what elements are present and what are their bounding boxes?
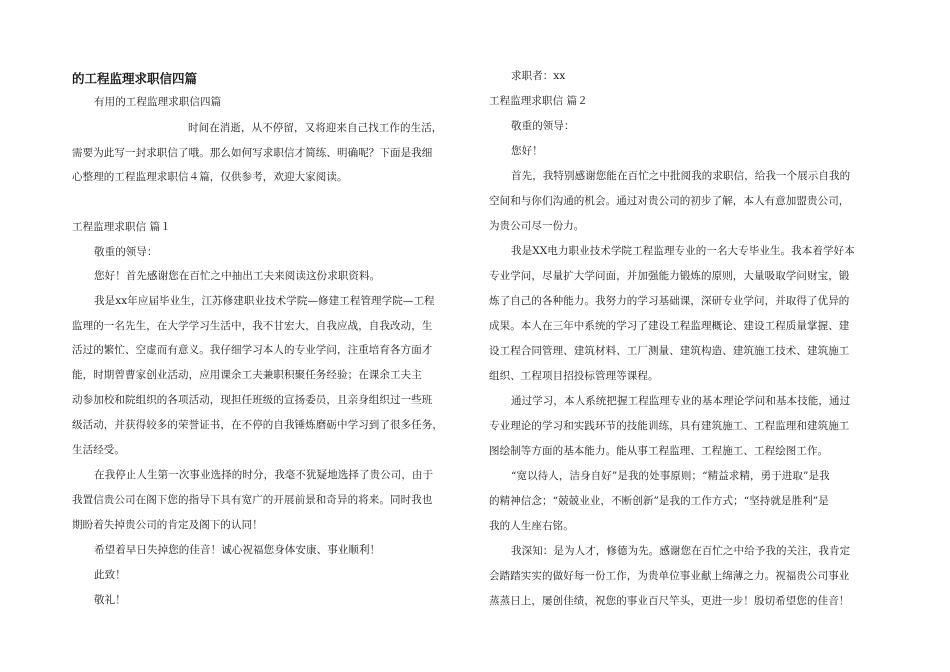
- right-text-line: 图绘制等方面的基本能力。能从事工程监理、工程施工、工程绘图工作。: [489, 445, 829, 457]
- left-text-line: 级活动，并获得较多的荣誉证书，在不停的自我锤炼磨砺中学习到了很多任务，: [72, 419, 443, 431]
- left-text-line: 能，时期曾曹家创业活动，应用课余工夫兼职积聚任务经验；在课余工夫主: [72, 369, 422, 381]
- right-text-line: 我深知：是为人才，修德为先。感谢您在百忙之中给予我的关注，我肯定: [511, 545, 851, 557]
- right-text-line: 空间和与你们沟通的机会。通过对贵公司的初步了解，本人有意加盟贵公司，: [489, 195, 850, 207]
- right-text-line: 我的人生座右铭。: [489, 520, 574, 532]
- left-text-line: 有用的工程监理求职信四篇: [94, 96, 222, 108]
- right-text-line: 会踏踏实实的做好每一份工作，为贵单位事业献上绵薄之力。祝福贵公司事业: [489, 570, 850, 582]
- right-text-line: 专业理论的学习和实践环节的技能训练，具有建筑施工、工程监理和建筑施工: [489, 420, 850, 432]
- right-text-line: 通过学习，本人系统把握工程监理专业的基本理论学问和基本技能，通过: [511, 395, 851, 407]
- left-text-line: 我置信贵公司在阁下您的指导下具有宽广的开展前景和奇异的将来。同时我也: [72, 494, 433, 506]
- document-title: 的工程监理求职信四篇: [72, 71, 198, 86]
- right-text-line: 敬重的领导：: [511, 120, 575, 132]
- left-text-line: 敬重的领导：: [94, 246, 158, 258]
- left-text-line: 在我停止人生第一次事业选择的时分，我毫不犹疑地选择了贵公司，由于: [94, 469, 434, 481]
- right-text-line: “宽以待人，洁身自好”是我的处事原则；“精益求精，勇于进取”是我: [511, 470, 830, 482]
- left-text-line: 期盼着失掉贵公司的肯定及阁下的认同！: [72, 519, 263, 531]
- right-text-line: 炼了自己的各种能力。我努力的学习基础课，深研专业学问，并取得了优异的: [489, 295, 850, 307]
- left-text-line: 希望着早日失掉您的佳音！诚心祝福您身体安康、事业顺利！: [94, 544, 381, 556]
- right-text-line: 首先，我特别感谢您能在百忙之中批阅我的求职信，给我一个展示自我的: [511, 170, 851, 182]
- left-text-line: 生活经受。: [72, 444, 125, 456]
- right-text-line: 组织、工程项目招投标管理等课程。: [489, 370, 659, 382]
- right-text-line: 设工程合同管理、建筑材料、工厂测量、建筑构造、建筑施工技术、建筑施工: [489, 345, 850, 357]
- right-text-line: 成果。本人在三年中系统的学习了建设工程监理概论、建设工程质量掌握、建: [489, 320, 850, 332]
- right-text-line: 求职者：xx: [511, 70, 566, 82]
- left-text-line: 时间在消逝，从不停留，又将迎来自己找工作的生活，: [188, 122, 443, 134]
- left-text-line: 心整理的工程监理求职信４篇，仅供参考，欢迎大家阅读。: [72, 171, 348, 183]
- left-text-line: 敬礼！: [94, 594, 126, 606]
- right-text-line: 的精神信念；“兢兢业业，不断创新”是我的工作方式；“坚持就是胜利”是: [489, 495, 829, 507]
- left-text-line: 需要为此写一封求职信了哦。那么如何写求职信才简练、明确呢？下面是我细: [72, 147, 433, 159]
- left-text-line: 此致！: [94, 569, 126, 581]
- left-text-line: 您好！首先感谢您在百忙之中抽出工夫来阅读这份求职资料。: [94, 270, 381, 282]
- right-text-line: 蒸蒸日上，屡创佳绩，祝您的事业百尺竿头，更进一步！殷切希望您的佳音！: [489, 595, 850, 607]
- right-text-line: 为贵公司尽一份力。: [489, 220, 585, 232]
- left-text-line: 工程监理求职信 篇１: [72, 221, 171, 233]
- right-text-line: 我是XX电力职业技术学院工程监理专业的一名大专毕业生。我本着学好本: [511, 245, 855, 257]
- right-text-line: 专业学问，尽量扩大学问面，并加强能力锻炼的原则，大量吸取学问财宝，锻: [489, 270, 850, 282]
- left-text-line: 动参加校和院组织的各项活动，现担任班级的宣扬委员，且亲身组织过一些班: [72, 394, 433, 406]
- right-text-line: 您好！: [511, 145, 543, 157]
- left-text-line: 活过的繁忙、空虚而有意义。我仔细学习本人的专业学问，注重培育各方面才: [72, 344, 433, 356]
- left-text-line: 监理的一名先生，在大学学习生活中，我不甘宏大，自我应战，自我改动，生: [72, 320, 433, 332]
- left-text-line: 我是xx年应届毕业生，江苏修建职业技术学院—修建工程管理学院—工程: [94, 295, 435, 307]
- right-text-line: 工程监理求职信 篇２: [489, 95, 588, 107]
